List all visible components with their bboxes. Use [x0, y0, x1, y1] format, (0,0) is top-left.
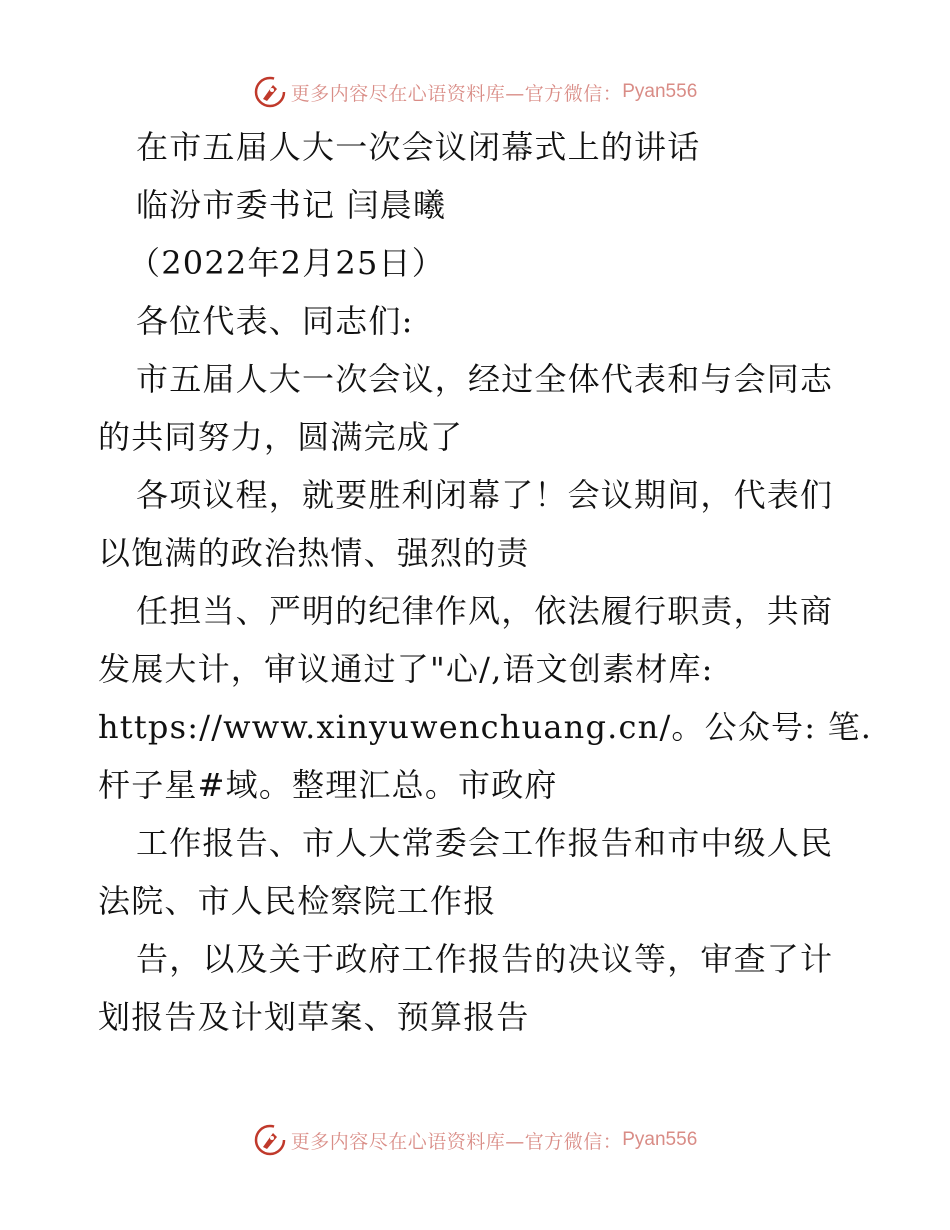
paragraph-3-line-1: 任担当、严明的纪律作风，依法履行职责，共商: [136, 592, 834, 630]
header-watermark: [0, 72, 950, 112]
watermark-wechat-id: Pyan556: [622, 81, 698, 102]
document-date: （2022年2月25日）: [128, 244, 445, 282]
document-author: 临汾市委书记 闫晨曦: [136, 186, 447, 224]
paragraph-4-line-1: 工作报告、市人大常委会工作报告和市中级人民: [136, 824, 834, 862]
paragraph-1-line-1: 市五届人大一次会议，经过全体代表和与会同志: [136, 360, 834, 398]
paragraph-3-line-2: 发展大计，审议通过了"心/,语文创素材库:: [98, 650, 714, 688]
watermark-wechat-id: Pyan556: [622, 1129, 698, 1150]
watermark-text: 更多内容尽在心语资料库—官方微信：: [290, 82, 623, 105]
footer-watermark: [0, 1120, 950, 1160]
paragraph-3-line-4: 杆子星#域。整理汇总。市政府: [98, 766, 558, 804]
watermark-text: 更多内容尽在心语资料库—官方微信：: [290, 1130, 623, 1153]
paragraph-5-line-1: 告，以及关于政府工作报告的决议等，审查了计: [136, 940, 834, 978]
paragraph-3-line-3: https://www.xinyuwenchuang.cn/。公众号: 笔.: [98, 708, 873, 746]
document-body: [98, 118, 873, 1046]
paragraph-5-line-2: 划报告及计划草案、预算报告: [98, 998, 530, 1036]
document-title: 在市五届人大一次会议闭幕式上的讲话: [136, 128, 701, 166]
pen-nib-logo-icon: [253, 75, 287, 109]
paragraph-2-line-2: 以饱满的政治热情、强烈的责: [98, 534, 530, 572]
pen-nib-logo-icon: [253, 1123, 287, 1157]
paragraph-1-line-2: 的共同努力，圆满完成了: [98, 418, 464, 456]
paragraph-2-line-1: 各项议程，就要胜利闭幕了！会议期间，代表们: [136, 476, 834, 514]
document-salutation: 各位代表、同志们:: [136, 302, 414, 340]
paragraph-4-line-2: 法院、市人民检察院工作报: [98, 882, 497, 920]
